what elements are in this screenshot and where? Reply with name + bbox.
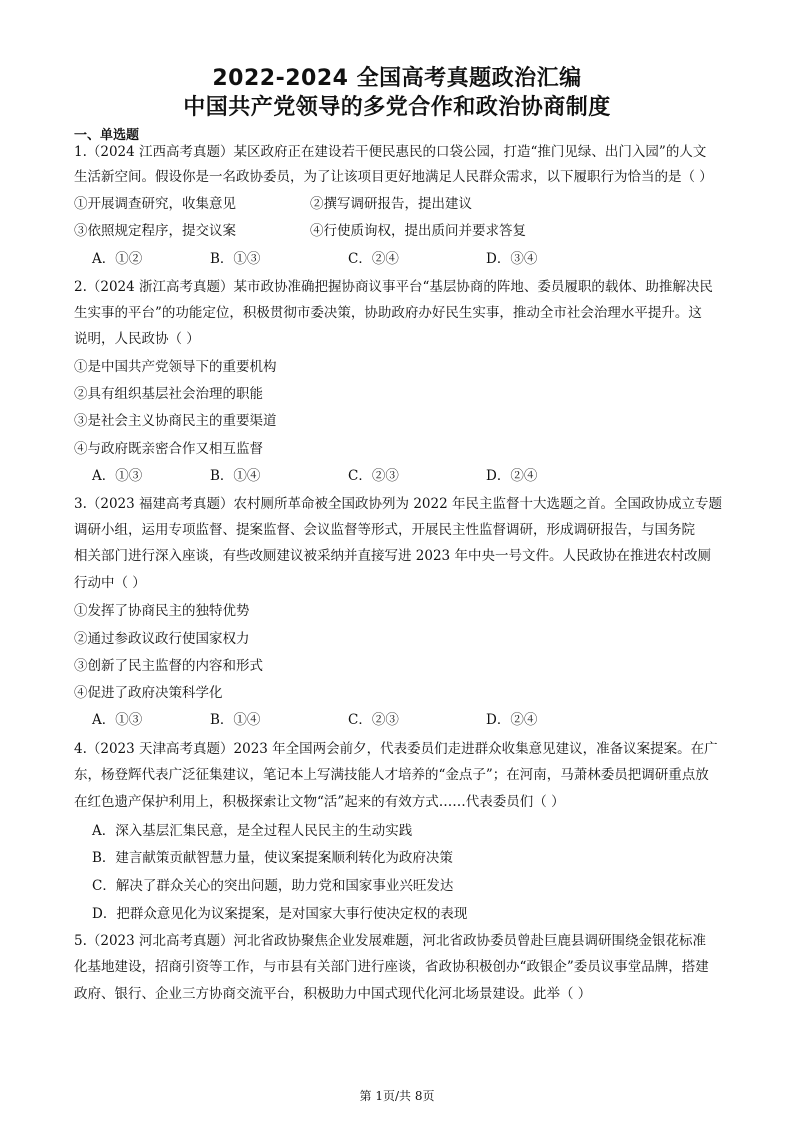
- question-1-option-a: A．①②: [92, 251, 143, 267]
- question-4-stem-line-3: 在红色遗产保护利用上，积极探索让文物“活”起来的有效方式……代表委员们（ ）: [74, 794, 565, 810]
- question-3-option-c: C．②③: [348, 712, 399, 728]
- question-4-stem-line-1: 4.（2023 天津高考真题）2023 年全国两会前夕，代表委员们走进群众收集意见建议，准备议案提案。在广: [74, 741, 718, 757]
- question-2-option-d: D．②④: [486, 468, 538, 484]
- question-2-stem-line-1: 2.（2024 浙江高考真题）某市政协准确把握协商议事平台“基层协商的阵地、委员履职的载体、助推解决民: [74, 279, 713, 295]
- question-5-stem-line-3: 政府、银行、企业三方协商交流平台，积极助力中国式现代化河北场景建设。此举（ ）: [74, 986, 592, 1002]
- question-4-option-d: D．把群众意见化为议案提案，是对国家大事行使决定权的表现: [92, 906, 468, 922]
- question-2-option-a: A．①③: [92, 468, 143, 484]
- question-1-items-row-1: [74, 195, 724, 213]
- question-1-stem-line-1: 1.（2024 江西高考真题）某区政府正在建设若干便民惠民的口袋公园，打造“推门见绿、出门入园”的人文: [74, 144, 707, 160]
- question-3-option-a: A．①③: [92, 712, 143, 728]
- page-number: 第 1页/共 8页: [359, 1089, 435, 1103]
- page-subtitle: 中国共产党领导的多党合作和政治协商制度: [183, 95, 611, 120]
- question-2-stem-line-2: 生实事的平台”的功能定位，积极贯彻市委决策，协助政府办好民生实事，推动全市社会治理水平提升。这: [74, 305, 702, 321]
- question-1-item-1: ①开展调查研究，收集意见: [74, 196, 236, 212]
- question-1-option-c: C．②④: [348, 251, 399, 267]
- question-3-item-1: ①发挥了协商民主的独特优势: [74, 603, 250, 619]
- question-1-stem-line-2: 生活新空间。假设你是一名政协委员，为了让该项目更好地满足人民群众需求，以下履职行为恰当的是（ ）: [74, 169, 713, 185]
- question-4-option-a: A．深入基层汇集民意，是全过程人民民主的生动实践: [92, 823, 413, 839]
- question-3-stem-line-4: 行动中（ ）: [74, 575, 146, 591]
- question-3-option-b: B．①④: [210, 712, 261, 728]
- question-1-item-2: ②撰写调研报告，提出建议: [310, 196, 472, 212]
- question-2-item-2: ②具有组织基层社会治理的职能: [74, 386, 263, 402]
- question-4-option-b: B．建言献策贡献智慧力量，使议案提案顺利转化为政府决策: [92, 850, 453, 866]
- page-title: 2022-2024 全国高考真题政治汇编: [212, 66, 582, 91]
- question-3-item-2: ②通过参政议政行使国家权力: [74, 631, 250, 647]
- question-3-stem-line-1: 3.（2023 福建高考真题）农村厕所革命被全国政协列为 2022 年民主监督十大选题之首。全国政协成立专题: [74, 496, 722, 512]
- question-5-stem-line-2: 化基地建设，招商引资等工作，与市县有关部门进行座谈，省政协积极创办“政银企”委员议事堂品牌，搭建: [74, 959, 709, 975]
- question-3-stem-line-2: 调研小组，运用专项监督、提案监督、会议监督等形式，开展民主性监督调研，形成调研报告，与国务院: [74, 522, 695, 538]
- question-2-item-1: ①是中国共产党领导下的重要机构: [74, 359, 277, 375]
- question-5-stem-line-1: 5.（2023 河北高考真题）河北省政协聚焦企业发展难题，河北省政协委员曾赴巨鹿县调研围绕金银花标准: [74, 933, 707, 949]
- question-1-items-row-2: [74, 222, 724, 240]
- question-2-option-b: B．①④: [210, 468, 261, 484]
- question-1-item-3: ③依照规定程序，提交议案: [74, 223, 236, 239]
- question-3-option-d: D．②④: [486, 712, 538, 728]
- question-2-item-4: ④与政府既亲密合作又相互监督: [74, 441, 263, 457]
- question-3-item-4: ④促进了政府决策科学化: [74, 685, 223, 701]
- section-heading: 一、单选题: [74, 128, 140, 143]
- question-1-item-4: ④行使质询权，提出质问并要求答复: [310, 223, 526, 239]
- question-4-option-c: C．解决了群众关心的突出问题，助力党和国家事业兴旺发达: [92, 878, 454, 894]
- question-2-option-c: C．②③: [348, 468, 399, 484]
- question-3-item-3: ③创新了民主监督的内容和形式: [74, 658, 263, 674]
- question-2-stem-line-3: 说明，人民政协（ ）: [74, 331, 200, 347]
- question-4-stem-line-2: 东，杨登辉代表广泛征集建议，笔记本上写满技能人才培养的“金点子”；在河南，马萧林委员把调研重点放: [74, 767, 709, 783]
- question-1-option-b: B．①③: [210, 251, 261, 267]
- question-3-stem-line-3: 相关部门进行深入座谈，有些改厕建议被采纳并直接写进 2023 年中央一号文件。人民政协在推进农村改厕: [74, 548, 711, 564]
- question-2-item-3: ③是社会主义协商民主的重要渠道: [74, 413, 277, 429]
- question-1-option-d: D．③④: [486, 251, 538, 267]
